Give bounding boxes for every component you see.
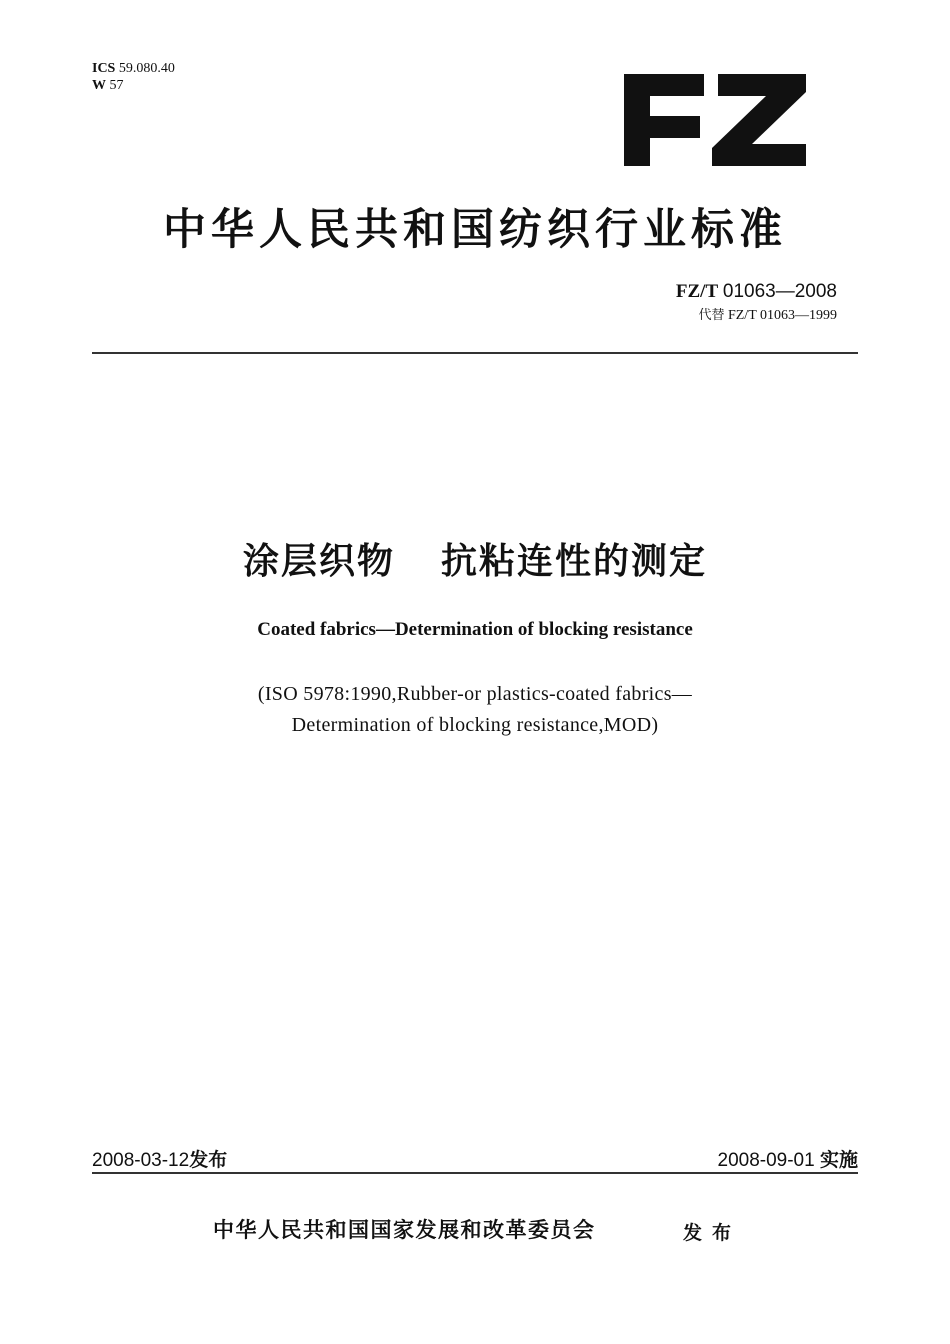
fz-logo [620, 62, 810, 172]
w-code: 57 [109, 78, 124, 93]
standard-prefix: FZ/T [675, 281, 719, 302]
replaces-label: 代替 [698, 308, 725, 323]
standard-number [676, 281, 837, 303]
implement-date: 2008-09-01 [717, 1150, 815, 1171]
ics-code: 59.080.40 [118, 61, 175, 76]
iso-reference-line1: (ISO 5978:1990,Rubber-or plastics-coated fabrics— [257, 683, 693, 705]
standard-code: 01063—2008 [722, 281, 837, 302]
issuing-action: 发布 [683, 1222, 742, 1244]
implement-date-block [718, 1145, 859, 1172]
issuing-authority: 中华人民共和国国家发展和改革委员会 [213, 1218, 596, 1242]
classification-block [92, 60, 175, 94]
industry-standard-title: 中华人民共和国纺织行业标准 [163, 205, 787, 255]
w-line [92, 77, 175, 94]
fz-logo-letter-z [712, 74, 806, 166]
replaces-line [698, 304, 837, 324]
document-title-en: Coated fabrics—Determination of blocking resistance [257, 619, 693, 640]
implement-label: 实施 [819, 1149, 858, 1171]
issue-label: 发布 [189, 1149, 228, 1171]
fz-logo-letter-f [624, 74, 704, 166]
footer-divider [92, 1172, 858, 1174]
issue-date: 2008-03-12 [92, 1150, 190, 1171]
document-title-cn [0, 533, 950, 584]
title-cn-part1: 涂层织物 [242, 541, 395, 582]
iso-reference-line2: Determination of blocking resistance,MOD) [291, 714, 659, 736]
replaces-code: FZ/T 01063—1999 [727, 308, 837, 323]
header-divider [92, 352, 858, 354]
ics-label: ICS [92, 61, 116, 76]
title-cn-part2: 抗粘连性的测定 [441, 541, 708, 582]
issue-date-block [92, 1145, 227, 1172]
ics-line [92, 60, 175, 77]
w-label: W [92, 78, 106, 93]
iso-reference [0, 679, 950, 741]
